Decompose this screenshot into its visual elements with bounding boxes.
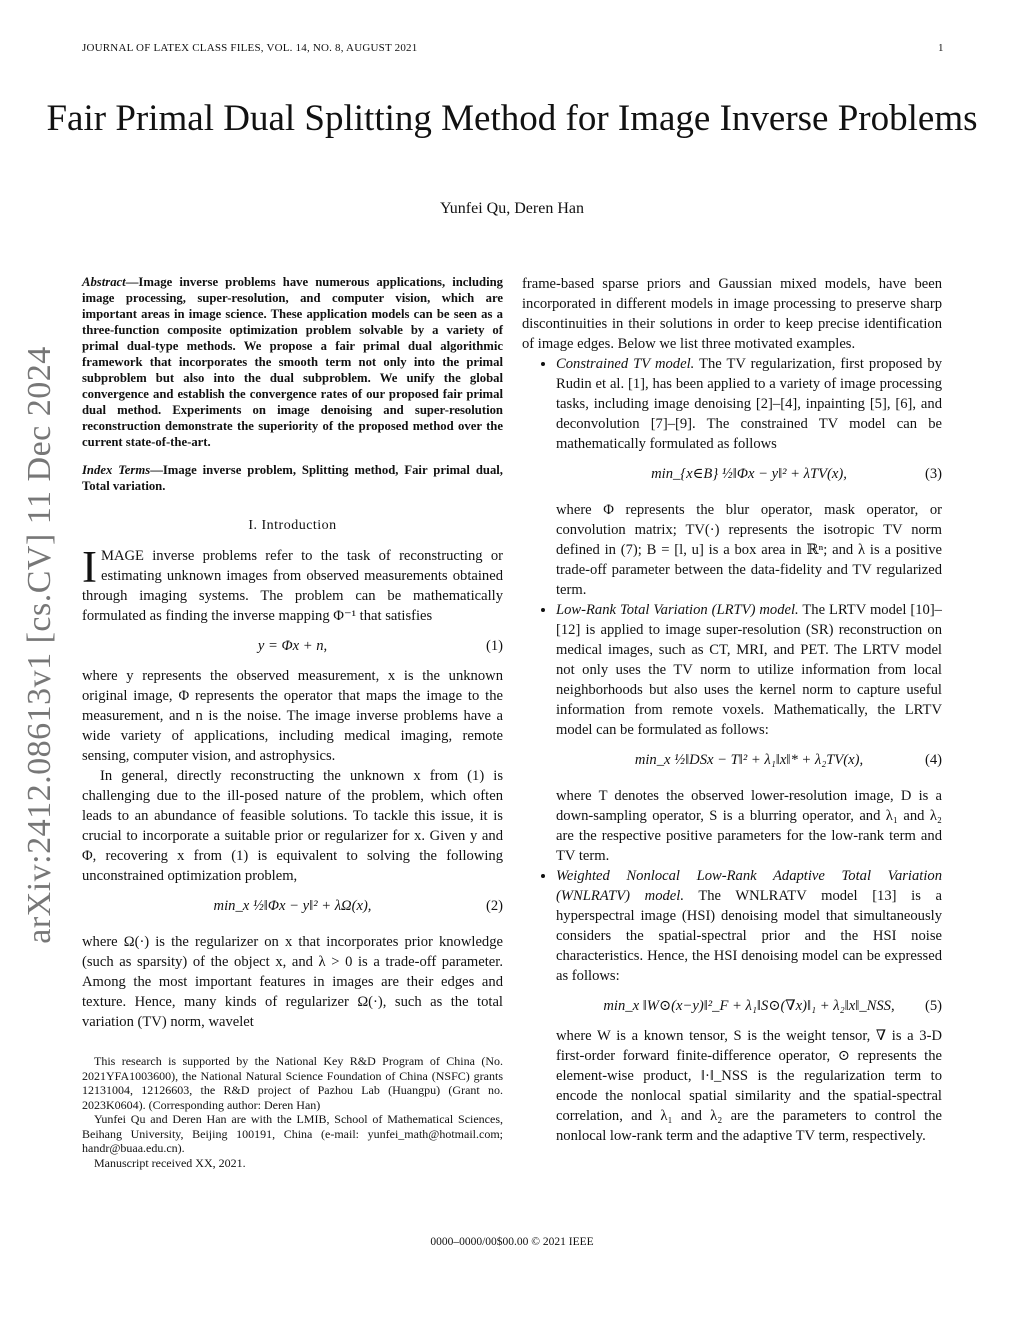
list-item-after: where W is a known tensor, S is the weight tensor, ∇ is a 3-D first-order forward finite-difference operator, ⊙ represents the element-wise product, ‖·‖_NSS is the regularization term to encode the nonlocal spatial similarity and the spatial-spectral correlation, and λ₁ and λ₂ are the parameters to control the nonlocal low-rank term and the adaptive TV term, respectively. [556, 1028, 942, 1144]
list-item-title: Weighted Nonlocal Low-Rank Adaptive Total Variation (WNLRATV) model. [556, 868, 942, 904]
equation-5-body: min_x ‖W⊙(x−y)‖²_F + λ₁‖S⊙(∇x)‖₁ + λ₂‖x‖_NSS, [603, 998, 895, 1014]
authors: Yunfei Qu, Deren Han [440, 200, 584, 217]
section-heading: I. Introduction [248, 518, 337, 533]
list-item-after: where T denotes the observed lower-resolution image, D is a down-sampling operator, S is a blurring operator, and λ₁ and λ₂ are the respective positive parameters for the low-rank term and TV term. [556, 788, 942, 864]
intro-paragraph-4: where Ω(·) is the regularizer on x that incorporates prior knowledge (such as sparsity) of the object x, and λ > 0 is a trade-off parameter. Among the most important features in images are their edges and texture. Hence, many kinds of regularizer Ω(·), such as the total variation (TV) norm, wavelet [82, 934, 503, 1030]
copyright-footer: 0000–0000/00$00.00 © 2021 IEEE [430, 1236, 594, 1248]
equation-1 [82, 626, 503, 666]
footnote-affiliation: Yunfei Qu and Deren Han are with the LMIB, School of Mathematical Sciences, Beihang University, Beijing 100191, China (e-mail: yunfei_math@hotmail.com; handr@buaa.edu.cn). [82, 1112, 503, 1155]
intro-paragraph-3: In general, directly reconstructing the unknown x from (1) is challenging due to the ill-posed nature of the problem, which often leads to an abundance of feasible solutions. To tackle this issue, it is crucial to incorporate a suitable prior or regularizer for x. Given y and Φ, recovering x from (1) is equivalent to solving the following unconstrained optimization problem, [82, 768, 503, 884]
equation-2 [82, 886, 503, 932]
equation-2-body: min_x ½‖Φx − y‖² + λΩ(x), [213, 898, 372, 914]
drop-cap: I [82, 542, 97, 592]
example-list [522, 354, 942, 1146]
index-terms-text: —Image inverse problem, Splitting method, Fair primal dual, Total variation. [82, 463, 503, 493]
abstract-label: Abstract [82, 275, 126, 289]
list-item-constrained-tv [556, 354, 942, 600]
list-item-text: The TV regularization, first proposed by Rudin et al. [1], has been applied to a variety of image processing tasks, including image denoising [2]–[4], inpainting [5], [6], and deconvolution [7]–[9]. The constrained TV model can be mathematically formulated as follows [556, 356, 943, 452]
right-paragraph-1: frame-based sparse priors and Gaussian mixed models, have been incorporated in different models in image processing to preserve sharp discontinuities in their solutions in order to keep precise identification of image edges. Below we list three motivated examples. [522, 276, 942, 352]
paper-title: Fair Primal Dual Splitting Method for Image Inverse Problems [46, 98, 978, 139]
equation-4-body: min_x ½‖DSx − T‖² + λ₁‖x‖* + λ₂TV(x), [634, 752, 864, 768]
index-terms [82, 462, 503, 494]
footnotes [82, 1054, 503, 1170]
list-item-text: The WNLRATV model [13] is a hyperspectral image (HSI) denoising model that simultaneously considers the spatial-spectral prior and the HSI noise characteristics. Hence, the HSI denoising model can be expressed as follows: [556, 888, 942, 984]
equation-1-body: y = Φx + n, [257, 638, 328, 654]
equation-3-body: min_{x∈B} ½‖Φx − y‖² + λTV(x), [651, 466, 847, 482]
abstract-text: —Image inverse problems have numerous applications, including image processing, super-resolution, and computer vision, which are important areas in image science. These application models can be seen as a three-function composite optimization problem solvable by a variety of primal dual-type methods. We propose a fair primal dual algorithmic framework that incorporates the smooth term not only into the primal subproblem but also into the dual subproblem. We unify the global convergence and establish the convergence rates of our proposed fair primal dual method. Experiments on image denoising and super-resolution reconstruction demonstrate the superiority of the proposed method over the current state-of-the-art. [82, 275, 503, 449]
equation-5-number: (5) [924, 998, 942, 1014]
arxiv-watermark [20, 346, 60, 944]
running-header: JOURNAL OF LATEX CLASS FILES, VOL. 14, NO. 8, AUGUST 2021 [82, 42, 418, 54]
list-item-lrtv [556, 600, 942, 866]
footnote-received: Manuscript received XX, 2021. [94, 1155, 246, 1170]
abstract [82, 274, 503, 450]
equation-3 [556, 454, 942, 500]
right-column [522, 274, 942, 1146]
list-item-after: where Φ represents the blur operator, mask operator, or convolution matrix; TV(·) represents the isotropic TV norm defined in (7); B = [l, u] is a box area in ℝⁿ; and λ is a positive trade-off parameter between the data-fidelity and TV regularized term. [556, 502, 942, 598]
equation-3-number: (3) [924, 466, 942, 482]
intro-paragraph-1 [82, 542, 503, 626]
arxiv-id: arXiv:2412.08613v1 [cs.CV] 11 Dec 2024 [21, 346, 58, 944]
list-item-text: The LRTV model [10]–[12] is applied to image super-resolution (SR) reconstruction on medical images, such as CT, MRI, and PET. The LRTV model not only uses the TV norm to utilize information from local neighborhoods but also uses the kernel norm to capture useful information from remote voxels. Mathematically, the LRTV model can be formulated as follows: [556, 602, 942, 738]
index-terms-label: Index Terms [82, 463, 151, 477]
equation-2-number: (2) [485, 898, 503, 914]
left-column [82, 274, 503, 1170]
page-number: 1 [938, 42, 944, 54]
list-item-title: Low-Rank Total Variation (LRTV) model. [556, 602, 799, 618]
intro-paragraph-2: where y represents the observed measurement, x is the unknown original image, Φ represents the operator that maps the image to the measurement, and n is the noise. The image inverse problems have a wide variety of applications, including medical imaging, remote sensing, computer vision, and astrophysics. [82, 668, 503, 764]
equation-1-number: (1) [485, 638, 503, 654]
list-item-wnlratv [556, 866, 942, 1146]
intro-text-1: MAGE inverse problems refer to the task of reconstructing or estimating unknown images from observed measurements obtained through imaging systems. The problem can be mathematically formulated as finding the inverse mapping Φ⁻¹ that satisfies [82, 548, 503, 624]
equation-4 [556, 740, 942, 786]
equation-4-number: (4) [924, 752, 942, 768]
equation-5 [556, 986, 942, 1026]
list-item-title: Constrained TV model. [556, 356, 695, 372]
footnote-funding: This research is supported by the National Key R&D Program of China (No. 2021YFA1003600), the National Natural Science Foundation of China (NSFC) grants 12131004, 12126603, the R&D project of Pazhou Lab (Huangpu) (Grant no. 2023K0604). (Corresponding author: Deren Han) [82, 1054, 503, 1112]
